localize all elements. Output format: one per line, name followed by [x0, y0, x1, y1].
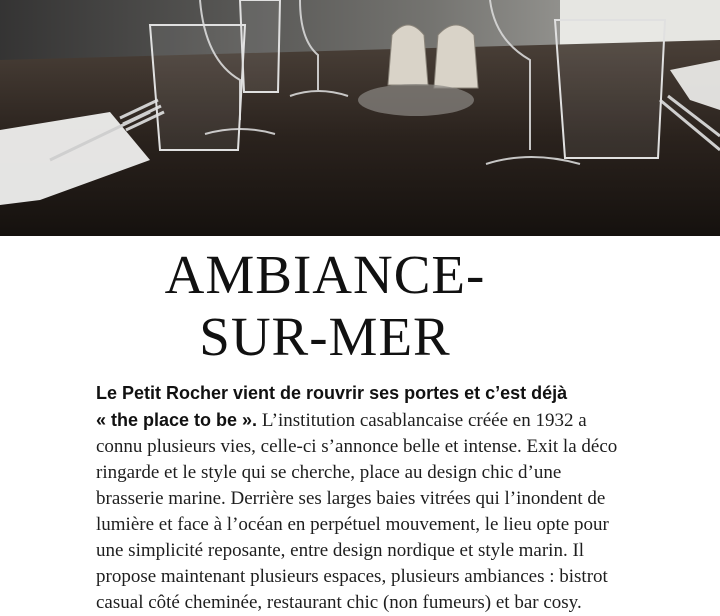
photo-illustration — [0, 0, 720, 236]
article-line-9: casual côté cheminée, restaurant chic (non fumeurs) et bar cosy. — [96, 592, 582, 613]
article-line-8: propose maintenant plusieurs espaces, plusieurs ambiances : bistrot — [96, 566, 608, 587]
headline-line-2: SUR-MER — [199, 306, 451, 367]
article-line-7: une simplicité reposante, entre design nordique et style marin. Il — [96, 540, 585, 561]
article-line-2 — [96, 407, 702, 434]
article-body — [96, 380, 702, 616]
ashtray-icon — [358, 84, 474, 116]
article-text-start: L’institution casablancaise créée en 1932 a — [257, 410, 587, 431]
article-line-5: brasserie marine. Derrière ses larges baies vitrées qui l’inondent de — [96, 488, 606, 509]
lead-sentence-end: « the place to be ». — [96, 410, 258, 430]
article-line-1 — [96, 380, 702, 407]
lead-sentence: Le Petit Rocher vient de rouvrir ses portes et c’est déjà — [96, 383, 568, 403]
restaurant-table-photo — [0, 0, 720, 236]
headline-line-1: AMBIANCE- — [164, 244, 486, 305]
headline — [0, 244, 650, 368]
article-line-4: ringarde et le style qui se cherche, place au design chic d’une — [96, 462, 562, 483]
article-line-3: connu plusieurs vies, celle-ci s’annonce belle et intense. Exit la déco — [96, 436, 618, 457]
article-line-6: lumière et face à l’océan en perpétuel mouvement, le lieu opte pour — [96, 514, 609, 535]
